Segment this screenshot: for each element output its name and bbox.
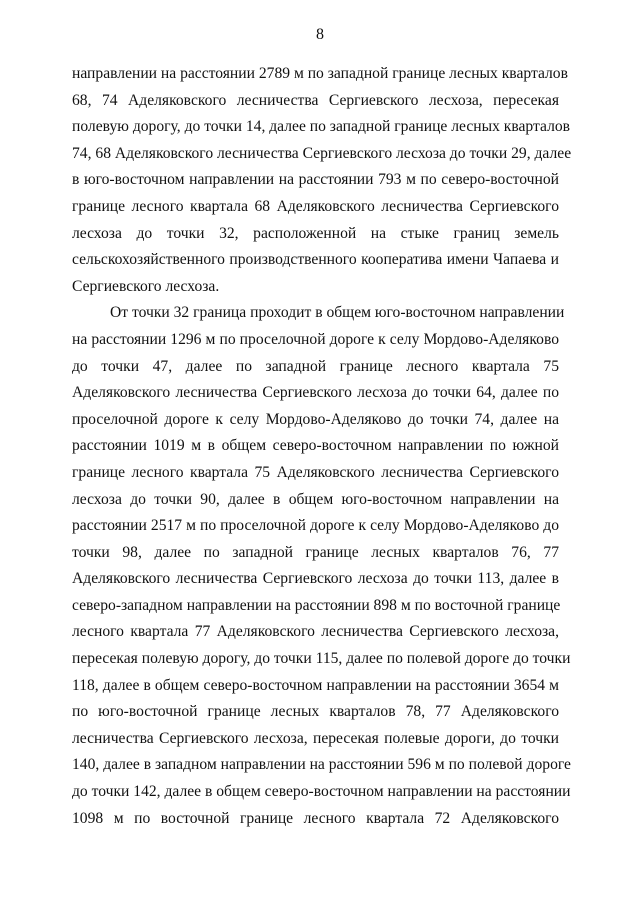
document-body (72, 61, 572, 832)
text-line: в юго-восточном направлении на расстоянии 793 м по северо-восточной (72, 171, 559, 189)
paragraph-1 (72, 61, 572, 300)
text-line: границе лесного квартала 75 Аделяковского лесничества Сергиевского (72, 463, 559, 481)
text-line: 118, далее в общем северо-восточном направлении на расстоянии 3654 м (72, 676, 559, 694)
text-line: точки 98, далее по западной границе лесных кварталов 76, 77 (72, 543, 559, 561)
text-line: 68, 74 Аделяковского лесничества Сергиевского лесхоза, пересекая (72, 91, 559, 109)
text-line: 74, 68 Аделяковского лесничества Сергиевского лесхоза до точки 29, далее (72, 144, 572, 162)
text-line: лесничества Сергиевского лесхоза, пересекая полевые дороги, до точки (72, 729, 559, 747)
text-line: Аделяковского лесничества Сергиевского лесхоза до точки 113, далее в (72, 570, 559, 588)
text-line: расстоянии 1019 м в общем северо-восточном направлении по южной (72, 437, 559, 455)
text-line: Сергиевского лесхоза. (72, 277, 220, 295)
text-line: 140, далее в западном направлении на расстоянии 596 м по полевой дороге (72, 756, 571, 774)
text-line: От точки 32 граница проходит в общем юго-восточном направлении (110, 304, 565, 322)
text-line: проселочной дороге к селу Мордово-Аделяково до точки 74, далее на (72, 410, 559, 428)
text-line: лесхоза до точки 32, расположенной на стыке границ земель (72, 224, 559, 242)
text-line: полевую дорогу, до точки 14, далее по западной границе лесных кварталов (72, 118, 571, 136)
text-line: пересекая полевую дорогу, до точки 115, далее по полевой дороге до точки (72, 650, 571, 668)
text-line: 1098 м по восточной границе лесного квартала 72 Аделяковского (72, 809, 559, 827)
text-line: на расстоянии 1296 м по проселочной дороге к селу Мордово-Аделяково (72, 330, 559, 348)
paragraph-2 (72, 300, 571, 832)
text-line: направлении на расстоянии 2789 м по западной границе лесных кварталов (72, 65, 568, 82)
text-line: лесхоза до точки 90, далее в общем юго-восточном направлении на (72, 490, 559, 508)
text-line: Аделяковского лесничества Сергиевского лесхоза до точки 64, далее по (72, 384, 559, 402)
text-line: расстоянии 2517 м по проселочной дороге к селу Мордово-Аделяково до (72, 517, 559, 535)
text-line: лесного квартала 77 Аделяковского лесничества Сергиевского лесхоза, (72, 623, 559, 641)
text-line: северо-западном направлении на расстоянии 898 м по восточной границе (72, 596, 561, 614)
page-number: 8 (316, 26, 324, 43)
text-line: сельскохозяйственного производственного кооператива имени Чапаева и (72, 251, 559, 269)
text-line: по юго-восточной границе лесных кварталов 78, 77 Аделяковского (72, 703, 559, 721)
text-line: границе лесного квартала 68 Аделяковского лесничества Сергиевского (72, 197, 559, 215)
text-line: до точки 142, далее в общем северо-восточном направлении на расстоянии (72, 783, 571, 801)
text-line: до точки 47, далее по западной границе лесного квартала 75 (72, 357, 559, 375)
